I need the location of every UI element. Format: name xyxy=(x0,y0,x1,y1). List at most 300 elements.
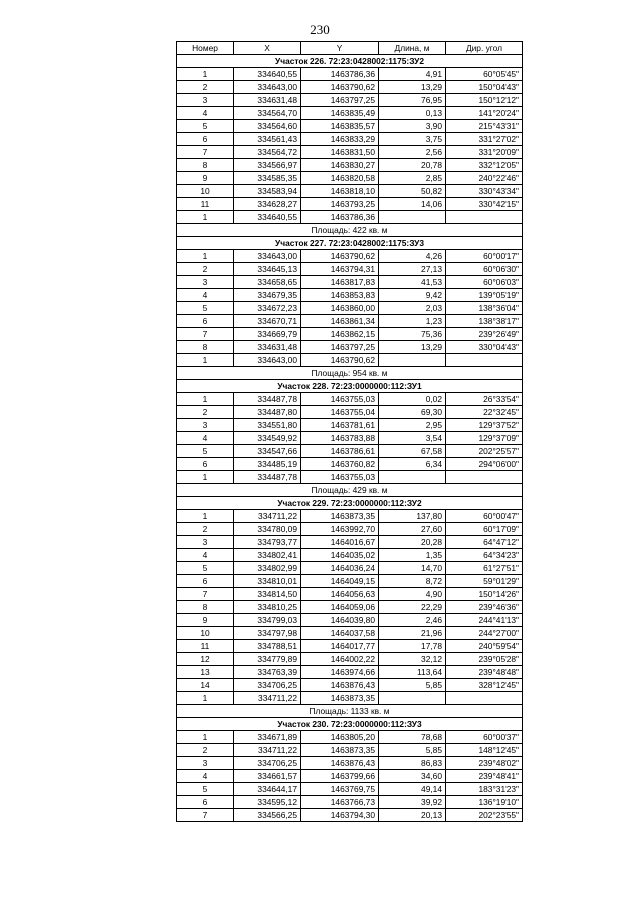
y-cell: 1464002,22 xyxy=(301,653,379,666)
point-number-cell: 8 xyxy=(177,341,234,354)
x-cell: 334640,55 xyxy=(234,68,301,81)
y-cell: 1463786,61 xyxy=(301,445,379,458)
y-cell: 1463992,70 xyxy=(301,523,379,536)
point-number-cell: 5 xyxy=(177,783,234,796)
y-cell: 1463781,61 xyxy=(301,419,379,432)
angle-cell: 150°04'43" xyxy=(446,81,523,94)
point-number-cell: 1 xyxy=(177,250,234,263)
length-cell: 9,42 xyxy=(379,289,446,302)
angle-cell: 26°33'54" xyxy=(446,393,523,406)
table-row xyxy=(177,770,523,783)
angle-cell: 60°00'37" xyxy=(446,731,523,744)
table-header-row xyxy=(177,42,523,55)
y-cell: 1463790,62 xyxy=(301,81,379,94)
x-cell: 334670,71 xyxy=(234,315,301,328)
x-cell: 334706,25 xyxy=(234,679,301,692)
angle-cell: 60°06'30" xyxy=(446,263,523,276)
x-cell: 334802,99 xyxy=(234,562,301,575)
y-cell: 1463873,35 xyxy=(301,510,379,523)
x-cell: 334643,00 xyxy=(234,354,301,367)
angle-cell: 129°37'52" xyxy=(446,419,523,432)
length-cell: 39,92 xyxy=(379,796,446,809)
x-cell: 334802,41 xyxy=(234,549,301,562)
point-number-cell: 8 xyxy=(177,601,234,614)
length-cell xyxy=(379,211,446,224)
point-number-cell: 3 xyxy=(177,276,234,289)
length-cell xyxy=(379,692,446,705)
header-length: Длина, м xyxy=(379,42,446,55)
table-row xyxy=(177,614,523,627)
y-cell: 1463805,20 xyxy=(301,731,379,744)
x-cell: 334645,13 xyxy=(234,263,301,276)
y-cell: 1463876,43 xyxy=(301,757,379,770)
table-row xyxy=(177,458,523,471)
y-cell: 1464037,58 xyxy=(301,627,379,640)
y-cell: 1463794,31 xyxy=(301,263,379,276)
x-cell: 334711,22 xyxy=(234,692,301,705)
point-number-cell: 6 xyxy=(177,458,234,471)
y-cell: 1463760,82 xyxy=(301,458,379,471)
table-row xyxy=(177,172,523,185)
y-cell: 1463786,36 xyxy=(301,211,379,224)
length-cell: 78,68 xyxy=(379,731,446,744)
page-number: 230 xyxy=(310,22,330,37)
angle-cell: 139°05'19" xyxy=(446,289,523,302)
section-title-row xyxy=(177,55,523,68)
table-row xyxy=(177,94,523,107)
point-number-cell: 6 xyxy=(177,133,234,146)
table-row xyxy=(177,146,523,159)
table-row xyxy=(177,302,523,315)
length-cell: 76,95 xyxy=(379,94,446,107)
length-cell: 1,23 xyxy=(379,315,446,328)
length-cell: 5,85 xyxy=(379,679,446,692)
length-cell: 27,13 xyxy=(379,263,446,276)
angle-cell: 240°59'54" xyxy=(446,640,523,653)
length-cell: 13,29 xyxy=(379,341,446,354)
table-row xyxy=(177,81,523,94)
angle-cell: 215°43'31" xyxy=(446,120,523,133)
angle-cell: 60°17'09" xyxy=(446,523,523,536)
length-cell: 50,82 xyxy=(379,185,446,198)
table-row xyxy=(177,640,523,653)
section-title: Участок 226. 72:23:0428002:1175:ЗУ2 xyxy=(177,55,523,68)
y-cell: 1463833,29 xyxy=(301,133,379,146)
point-number-cell: 2 xyxy=(177,81,234,94)
section-title-row xyxy=(177,380,523,393)
angle-cell: 244°41'13" xyxy=(446,614,523,627)
angle-cell: 150°12'12" xyxy=(446,94,523,107)
length-cell: 17,78 xyxy=(379,640,446,653)
length-cell: 1,35 xyxy=(379,549,446,562)
point-number-cell: 5 xyxy=(177,445,234,458)
y-cell: 1463797,25 xyxy=(301,341,379,354)
length-cell xyxy=(379,471,446,484)
y-cell: 1463860,00 xyxy=(301,302,379,315)
y-cell: 1463786,36 xyxy=(301,68,379,81)
point-number-cell: 1 xyxy=(177,354,234,367)
x-cell: 334814,50 xyxy=(234,588,301,601)
angle-cell: 202°25'57" xyxy=(446,445,523,458)
point-number-cell: 10 xyxy=(177,627,234,640)
point-number-cell: 3 xyxy=(177,757,234,770)
point-number-cell: 7 xyxy=(177,809,234,822)
length-cell: 2,95 xyxy=(379,419,446,432)
table-row xyxy=(177,107,523,120)
angle-cell: 138°38'17" xyxy=(446,315,523,328)
angle-cell: 239°46'36" xyxy=(446,601,523,614)
angle-cell: 294°06'00" xyxy=(446,458,523,471)
x-cell: 334679,35 xyxy=(234,289,301,302)
angle-cell xyxy=(446,354,523,367)
section-title-row xyxy=(177,497,523,510)
y-cell: 1463873,35 xyxy=(301,692,379,705)
angle-cell: 202°23'55" xyxy=(446,809,523,822)
length-cell: 32,12 xyxy=(379,653,446,666)
angle-cell: 64°47'12" xyxy=(446,536,523,549)
x-cell: 334810,01 xyxy=(234,575,301,588)
length-cell xyxy=(379,354,446,367)
angle-cell: 239°48'02" xyxy=(446,757,523,770)
length-cell: 75,36 xyxy=(379,328,446,341)
point-number-cell: 1 xyxy=(177,68,234,81)
y-cell: 1463766,73 xyxy=(301,796,379,809)
point-number-cell: 6 xyxy=(177,796,234,809)
point-number-cell: 2 xyxy=(177,406,234,419)
angle-cell xyxy=(446,211,523,224)
area-row xyxy=(177,367,523,380)
y-cell: 1464049,15 xyxy=(301,575,379,588)
y-cell: 1463861,34 xyxy=(301,315,379,328)
point-number-cell: 4 xyxy=(177,289,234,302)
point-number-cell: 5 xyxy=(177,302,234,315)
point-number-cell: 4 xyxy=(177,770,234,783)
table-row xyxy=(177,562,523,575)
angle-cell: 239°26'49" xyxy=(446,328,523,341)
table-row xyxy=(177,796,523,809)
angle-cell xyxy=(446,692,523,705)
y-cell: 1463835,57 xyxy=(301,120,379,133)
y-cell: 1463793,25 xyxy=(301,198,379,211)
x-cell: 334788,51 xyxy=(234,640,301,653)
table-row xyxy=(177,757,523,770)
header-number: Номер xyxy=(177,42,234,55)
section-title-row xyxy=(177,237,523,250)
section-title: Участок 229. 72:23:0000000:112:ЗУ2 xyxy=(177,497,523,510)
length-cell: 5,85 xyxy=(379,744,446,757)
x-cell: 334671,89 xyxy=(234,731,301,744)
table-row xyxy=(177,536,523,549)
table-row xyxy=(177,783,523,796)
table-row xyxy=(177,315,523,328)
x-cell: 334797,98 xyxy=(234,627,301,640)
table-row xyxy=(177,328,523,341)
y-cell: 1464056,63 xyxy=(301,588,379,601)
length-cell: 137,80 xyxy=(379,510,446,523)
x-cell: 334564,72 xyxy=(234,146,301,159)
y-cell: 1463790,62 xyxy=(301,250,379,263)
length-cell: 69,30 xyxy=(379,406,446,419)
length-cell: 67,58 xyxy=(379,445,446,458)
point-number-cell: 5 xyxy=(177,562,234,575)
angle-cell: 150°14'26" xyxy=(446,588,523,601)
point-number-cell: 7 xyxy=(177,328,234,341)
x-cell: 334711,22 xyxy=(234,744,301,757)
point-number-cell: 13 xyxy=(177,666,234,679)
angle-cell: 60°00'47" xyxy=(446,510,523,523)
table-row xyxy=(177,432,523,445)
length-cell: 113,64 xyxy=(379,666,446,679)
table-row xyxy=(177,523,523,536)
x-cell: 334763,39 xyxy=(234,666,301,679)
point-number-cell: 2 xyxy=(177,263,234,276)
angle-cell: 328°12'45" xyxy=(446,679,523,692)
point-number-cell: 7 xyxy=(177,146,234,159)
x-cell: 334706,25 xyxy=(234,757,301,770)
table-row xyxy=(177,692,523,705)
point-number-cell: 12 xyxy=(177,653,234,666)
y-cell: 1463783,88 xyxy=(301,432,379,445)
table-row xyxy=(177,393,523,406)
point-number-cell: 5 xyxy=(177,120,234,133)
angle-cell: 138°36'04" xyxy=(446,302,523,315)
point-number-cell: 2 xyxy=(177,523,234,536)
length-cell: 4,90 xyxy=(379,588,446,601)
length-cell: 34,60 xyxy=(379,770,446,783)
area-row xyxy=(177,484,523,497)
angle-cell: 244°27'00" xyxy=(446,627,523,640)
y-cell: 1463830,27 xyxy=(301,159,379,172)
x-cell: 334561,43 xyxy=(234,133,301,146)
angle-cell: 60°00'17" xyxy=(446,250,523,263)
table-row xyxy=(177,627,523,640)
length-cell: 86,83 xyxy=(379,757,446,770)
y-cell: 1464035,02 xyxy=(301,549,379,562)
x-cell: 334780,09 xyxy=(234,523,301,536)
length-cell: 21,96 xyxy=(379,627,446,640)
table-row xyxy=(177,185,523,198)
y-cell: 1463755,04 xyxy=(301,406,379,419)
y-cell: 1463835,49 xyxy=(301,107,379,120)
y-cell: 1464017,77 xyxy=(301,640,379,653)
table-row xyxy=(177,211,523,224)
header-angle: Дир. угол xyxy=(446,42,523,55)
length-cell: 20,13 xyxy=(379,809,446,822)
length-cell: 2,46 xyxy=(379,614,446,627)
table-row xyxy=(177,575,523,588)
section-title-row xyxy=(177,718,523,731)
x-cell: 334566,25 xyxy=(234,809,301,822)
length-cell: 3,54 xyxy=(379,432,446,445)
y-cell: 1463817,83 xyxy=(301,276,379,289)
table-row xyxy=(177,666,523,679)
x-cell: 334485,19 xyxy=(234,458,301,471)
y-cell: 1464039,80 xyxy=(301,614,379,627)
angle-cell: 330°04'43" xyxy=(446,341,523,354)
length-cell: 20,78 xyxy=(379,159,446,172)
angle-cell: 330°43'34" xyxy=(446,185,523,198)
y-cell: 1463862,15 xyxy=(301,328,379,341)
x-cell: 334711,22 xyxy=(234,510,301,523)
y-cell: 1463831,50 xyxy=(301,146,379,159)
y-cell: 1463799,66 xyxy=(301,770,379,783)
area-row xyxy=(177,224,523,237)
table-row xyxy=(177,263,523,276)
table-row xyxy=(177,731,523,744)
x-cell: 334644,17 xyxy=(234,783,301,796)
table-row xyxy=(177,133,523,146)
angle-cell: 239°48'48" xyxy=(446,666,523,679)
angle-cell: 330°42'15" xyxy=(446,198,523,211)
y-cell: 1463873,35 xyxy=(301,744,379,757)
table-row xyxy=(177,68,523,81)
table-row xyxy=(177,588,523,601)
section-title: Участок 230. 72:23:0000000:112:ЗУ3 xyxy=(177,718,523,731)
point-number-cell: 2 xyxy=(177,744,234,757)
y-cell: 1463794,30 xyxy=(301,809,379,822)
x-cell: 334564,70 xyxy=(234,107,301,120)
table-row xyxy=(177,601,523,614)
y-cell: 1463769,75 xyxy=(301,783,379,796)
x-cell: 334583,94 xyxy=(234,185,301,198)
angle-cell xyxy=(446,471,523,484)
y-cell: 1463797,25 xyxy=(301,94,379,107)
table-row xyxy=(177,276,523,289)
point-number-cell: 1 xyxy=(177,692,234,705)
coordinates-table xyxy=(176,41,523,822)
x-cell: 334793,77 xyxy=(234,536,301,549)
y-cell: 1463974,66 xyxy=(301,666,379,679)
length-cell: 3,75 xyxy=(379,133,446,146)
area-value: Площадь: 1133 кв. м xyxy=(177,705,523,718)
length-cell: 0,02 xyxy=(379,393,446,406)
point-number-cell: 9 xyxy=(177,172,234,185)
length-cell: 4,91 xyxy=(379,68,446,81)
x-cell: 334669,79 xyxy=(234,328,301,341)
y-cell: 1463820,58 xyxy=(301,172,379,185)
table-row xyxy=(177,549,523,562)
x-cell: 334658,65 xyxy=(234,276,301,289)
point-number-cell: 14 xyxy=(177,679,234,692)
angle-cell: 332°12'05" xyxy=(446,159,523,172)
x-cell: 334672,23 xyxy=(234,302,301,315)
x-cell: 334631,48 xyxy=(234,341,301,354)
table-row xyxy=(177,419,523,432)
point-number-cell: 3 xyxy=(177,536,234,549)
x-cell: 334551,80 xyxy=(234,419,301,432)
angle-cell: 60°06'03" xyxy=(446,276,523,289)
length-cell: 14,70 xyxy=(379,562,446,575)
length-cell: 6,34 xyxy=(379,458,446,471)
angle-cell: 22°32'45" xyxy=(446,406,523,419)
table-row xyxy=(177,679,523,692)
length-cell: 27,60 xyxy=(379,523,446,536)
point-number-cell: 1 xyxy=(177,510,234,523)
point-number-cell: 6 xyxy=(177,575,234,588)
point-number-cell: 6 xyxy=(177,315,234,328)
area-value: Площадь: 422 кв. м xyxy=(177,224,523,237)
x-cell: 334640,55 xyxy=(234,211,301,224)
length-cell: 41,53 xyxy=(379,276,446,289)
length-cell: 14,06 xyxy=(379,198,446,211)
length-cell: 0,13 xyxy=(379,107,446,120)
table-row xyxy=(177,445,523,458)
x-cell: 334487,80 xyxy=(234,406,301,419)
y-cell: 1463755,03 xyxy=(301,393,379,406)
x-cell: 334799,03 xyxy=(234,614,301,627)
x-cell: 334547,66 xyxy=(234,445,301,458)
x-cell: 334595,12 xyxy=(234,796,301,809)
point-number-cell: 4 xyxy=(177,107,234,120)
length-cell: 2,56 xyxy=(379,146,446,159)
y-cell: 1464016,67 xyxy=(301,536,379,549)
table-row xyxy=(177,809,523,822)
angle-cell: 331°27'02" xyxy=(446,133,523,146)
point-number-cell: 11 xyxy=(177,198,234,211)
x-cell: 334661,57 xyxy=(234,770,301,783)
table-row xyxy=(177,653,523,666)
table-row xyxy=(177,198,523,211)
length-cell: 4,26 xyxy=(379,250,446,263)
length-cell: 49,14 xyxy=(379,783,446,796)
x-cell: 334487,78 xyxy=(234,471,301,484)
table-row xyxy=(177,341,523,354)
x-cell: 334643,00 xyxy=(234,250,301,263)
point-number-cell: 4 xyxy=(177,549,234,562)
x-cell: 334810,25 xyxy=(234,601,301,614)
point-number-cell: 4 xyxy=(177,432,234,445)
x-cell: 334628,27 xyxy=(234,198,301,211)
angle-cell: 136°19'10" xyxy=(446,796,523,809)
table-body xyxy=(177,55,523,822)
point-number-cell: 1 xyxy=(177,471,234,484)
angle-cell: 331°20'09" xyxy=(446,146,523,159)
y-cell: 1464036,24 xyxy=(301,562,379,575)
x-cell: 334487,78 xyxy=(234,393,301,406)
area-row xyxy=(177,705,523,718)
length-cell: 22,29 xyxy=(379,601,446,614)
point-number-cell: 10 xyxy=(177,185,234,198)
angle-cell: 64°34'23" xyxy=(446,549,523,562)
y-cell: 1463876,43 xyxy=(301,679,379,692)
point-number-cell: 1 xyxy=(177,211,234,224)
y-cell: 1463790,62 xyxy=(301,354,379,367)
area-value: Площадь: 429 кв. м xyxy=(177,484,523,497)
length-cell: 3,90 xyxy=(379,120,446,133)
length-cell: 8,72 xyxy=(379,575,446,588)
angle-cell: 239°48'41" xyxy=(446,770,523,783)
angle-cell: 239°05'28" xyxy=(446,653,523,666)
point-number-cell: 11 xyxy=(177,640,234,653)
point-number-cell: 3 xyxy=(177,419,234,432)
length-cell: 2,03 xyxy=(379,302,446,315)
header-y: Y xyxy=(301,42,379,55)
x-cell: 334779,89 xyxy=(234,653,301,666)
table-row xyxy=(177,159,523,172)
length-cell: 20,28 xyxy=(379,536,446,549)
section-title: Участок 228. 72:23:0000000:112:ЗУ1 xyxy=(177,380,523,393)
table-row xyxy=(177,406,523,419)
angle-cell: 183°31'23" xyxy=(446,783,523,796)
x-cell: 334549,92 xyxy=(234,432,301,445)
angle-cell: 61°27'51" xyxy=(446,562,523,575)
point-number-cell: 7 xyxy=(177,588,234,601)
x-cell: 334643,00 xyxy=(234,81,301,94)
point-number-cell: 3 xyxy=(177,94,234,107)
section-title: Участок 227. 72:23:0428002:1175:ЗУ3 xyxy=(177,237,523,250)
header-x: X xyxy=(234,42,301,55)
x-cell: 334585,35 xyxy=(234,172,301,185)
